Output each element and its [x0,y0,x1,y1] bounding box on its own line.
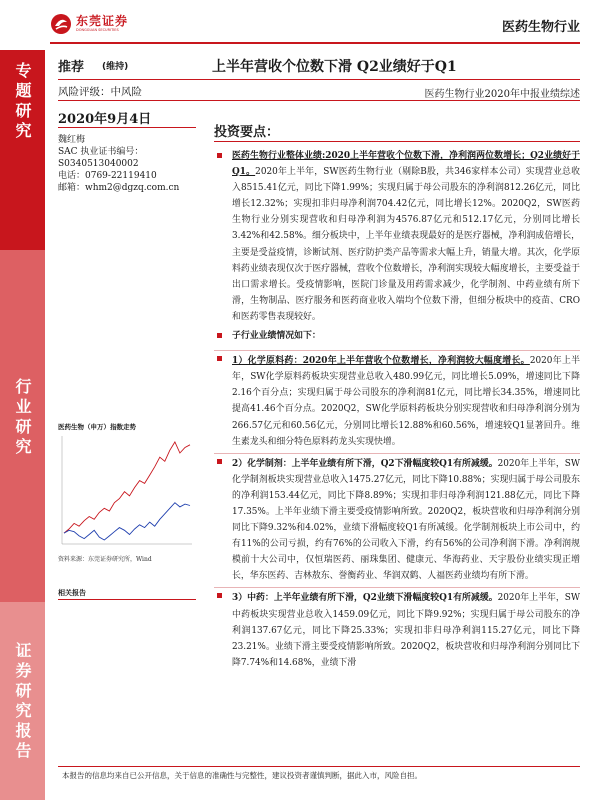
author-sac-label: SAC 执业证书编号： [58,147,144,157]
subtitle-divider [58,100,580,101]
report-date: 2020年9月4日 [58,112,152,127]
overview-paragraph [214,148,580,325]
sidebar-tag-special-research [0,50,45,250]
title-divider [58,79,580,80]
rating: (维持) [102,62,129,72]
chart-source: 资料来源：东莞证券研究所，Wind [58,556,152,563]
logo-name-en: DONGGUAN SECURITIES [76,28,119,32]
tcm-body: 2020年上半年，SW中药板块实现营业总收入1459.09亿元，同比下降9.92%；实现归属于母公司股东的净利润137.67亿元，同比下降25.33%；实现扣非归母净利润115.27亿元，同比下降23.21%。业绩下滑主要受疫情影响所致。2020Q2，板块营收和归母净利润分别同比下降7.74%和14.68%，业绩下滑 [232,593,580,668]
sidebar-tag-securities-report [0,602,45,800]
overview-body: 2020年上半年，SW医药生物行业（剔除B股，共346家样本公司）实现营业总收入8515.41亿元，同比下降1.99%；实现归属于母公司股东的净利润812.26亿元，同比增长12.32%；实现扣非归母净利润704.42亿元，同比增长12%。2020Q2，SW医药生物行业分别实现营收和归母净利润为4576.87亿元和512.17亿元，分别同比增长3.42%和42.58%。细分板块中，上半年业绩表现最好的是医疗器械，净利润成倍增长，主要是受益疫情，诊断试剂、医疗防护类产品等需求大幅上升，销量大增。其次，化学原料药业绩表现仅次于医疗器械，营收个位数增长，净利润实现较大幅度增长，主要受益于出口需求增长。受疫情影响，医院门诊量及用药需求减少，化学制剂、中药业绩有所下滑，生物制品、医疗服务和医药商业收入端均个位数下滑，但细分板块中的疫苗、CRO和医药零售表现较好。 [232,167,580,322]
bullet-icon [217,593,222,598]
related-reports-heading: 相关报告 [58,589,86,597]
disclaimer: 本报告的信息均来自已公开信息，关于信息的准确性与完整性，建议投资者谨慎判断，据此入市，风险自担。 [62,771,422,780]
logo-mark-icon [50,13,72,35]
bullet-icon [217,333,222,338]
sub-industry-chemical-api [214,350,580,450]
recommendation: 推荐 [58,60,85,75]
chart-title: 医药生物（申万）指数走势 [58,423,136,431]
author-email[interactable]: 邮箱：whm2@dgzq.com.cn [58,183,180,193]
index-trend-chart [58,422,196,582]
header-industry: 医药生物行业 [501,20,580,35]
risk-rating: 风险评级：中风险 [58,86,142,98]
related-divider [58,599,196,600]
report-subtitle: 医药生物行业2020年中报业绩综述 [424,89,580,100]
sub-industry-heading-text: 子行业业绩情况如下： [232,331,321,342]
sub-industry-heading [214,328,580,344]
tcm-lead: 3）中药：上半年业绩有所下滑，Q2业绩下滑幅度较Q1有所减缓。 [232,593,498,604]
chart-series-line-0 [64,442,190,533]
author-name: 魏红梅 [58,135,86,145]
chemical-preparation-lead: 2）化学制剂：上半年业绩有所下滑，Q2下滑幅度较Q1有所减缓。 [232,458,498,469]
left-sidebar [0,50,45,800]
sidebar-tag-label: 证券研究报告 [13,642,32,762]
key-points-divider [214,141,580,142]
sidebar-tag-label: 专题研究 [13,62,32,142]
bullet-icon [217,459,222,464]
page-header [0,0,600,44]
sub-industry-tcm [214,587,580,670]
chemical-api-body: 2020年上半年，SW化学原料药板块实现营业总收入480.99亿元，同比增长5.09%，增速同比下降2.16个百分点；实现归属于母公司股东的净利润81亿元，同比增长34.35%，增速同比提高41.46个百分点。2020Q2，SW化学原料药板块分别实现营收和归母净利润分别为266.57亿元和60.56亿元，分别同比增长12.88%和60.56%，增速较Q1显著回升。维生素龙头和细分特色原料药龙头实现快增。 [232,356,580,447]
chemical-preparation-body: 2020年上半年，SW化学制剂板块实现营业总收入1475.27亿元，同比下降10.88%；实现归属于母公司股东的净利润153.44亿元，同比下降8.89%；实现扣非归母净利润121.88亿元，同比下降17.35%。上半年业绩下滑主要受疫情影响所致。2020Q2，板块营收和归母净利润分别同比下降9.32%和4.02%，业绩下滑幅度较Q1有所减缓。化学制剂板块上市公司中，约有11%的公司亏损，约有76%的公司收入下滑，约有56%的公司净利润下滑。净利润规模前十大公司中，仅恒瑞医药、丽珠集团、健康元、华海药业、天宇股份业绩实现正增长，华东医药、吉林敖东、誉衡药业、华润双鹤、人福医药业绩均有所下滑。 [232,458,580,582]
footer-divider [58,766,580,767]
overview-lead: 医药生物行业整体业绩:2020上半年营收个位数下滑，净利润两位数增长；Q2业绩好于Q1。 [232,151,580,178]
author-info [58,134,179,194]
date-divider [58,127,196,128]
chart-plot [58,432,196,550]
header-divider [50,42,580,44]
company-logo [50,13,128,35]
chart-series-line-1 [64,503,190,540]
bullet-icon [217,153,222,158]
key-points-body [214,148,580,671]
sidebar-tag-industry-research [0,250,45,602]
chemical-api-lead: 1）化学原料药：2020年上半年营收个位数增长，净利润较大幅度增长。 [232,356,530,367]
bullet-icon [217,356,222,361]
title-bar [58,56,580,78]
report-title: 上半年营收个位数下滑 Q2业绩好于Q1 [212,59,457,75]
author-phone: 电话：0769-22119410 [58,171,157,181]
sidebar-tag-label: 行业研究 [13,378,32,458]
sub-industry-chemical-preparation [214,453,580,585]
logo-name-cn: 东莞证券 [76,14,129,28]
key-points-heading: 投资要点： [214,125,280,140]
author-sac-number: S0340513040002 [58,159,139,169]
